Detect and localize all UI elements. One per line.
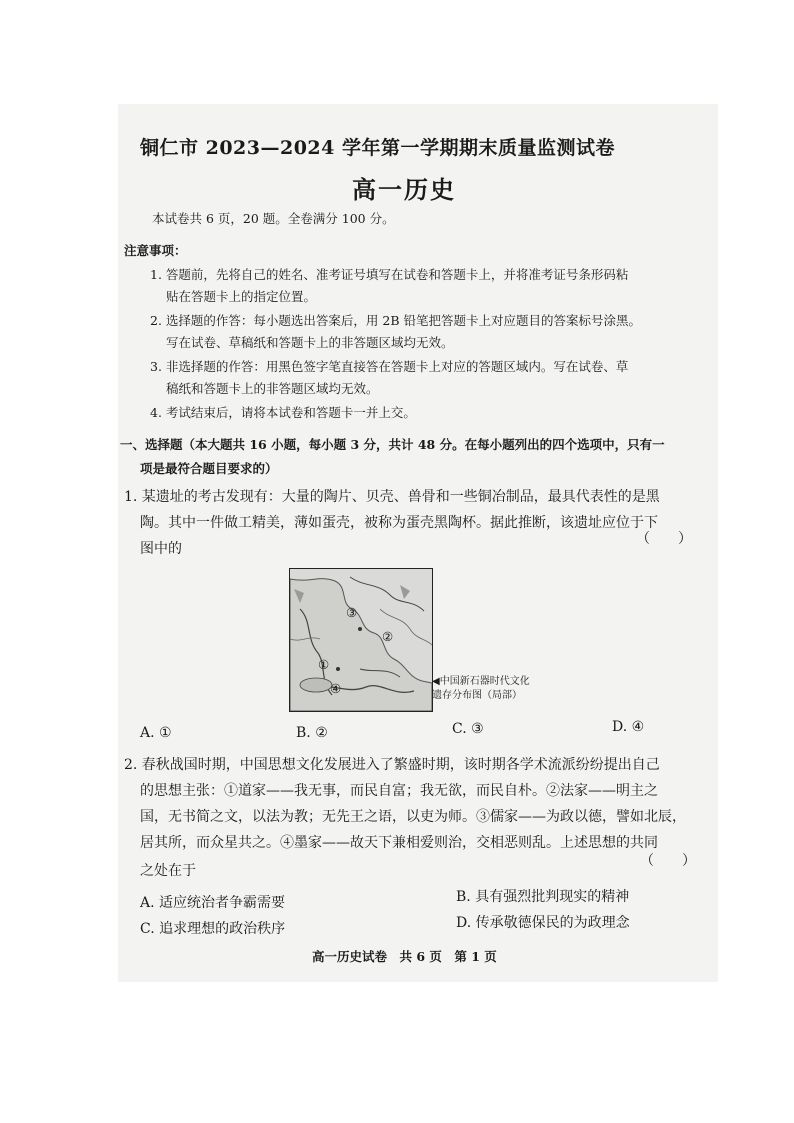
map-marker-2: ②	[382, 629, 394, 644]
map-marker-4: ④	[330, 681, 342, 696]
note-3-line-1: 3. 非选择题的作答：用黑色签字笔直接答在答题卡上对应的答题区域内。写在试卷、草	[150, 359, 629, 374]
q1-stem-line-1: 1. 某遗址的考古发现有：大量的陶片、贝壳、兽骨和一些铜冶制品，最具代表性的是黑	[124, 489, 660, 505]
q1-option-d: D. ④	[612, 719, 645, 735]
map-marker-1: ①	[318, 657, 330, 672]
q1-option-b: B. ②	[296, 725, 328, 741]
map-caption-line-2: 遗存分布图（局部）	[432, 690, 522, 701]
q2-stem-line-5: 之处在于	[140, 863, 196, 879]
note-1-line-1: 1. 答题前，先将自己的姓名、准考证号填写在试卷和答题卡上，并将准考证号条形码粘	[150, 267, 629, 282]
q2-stem-line-3: 国，无书简之文，以法为教；无先王之语，以吏为师。③儒家——为政以德，譬如北辰，	[140, 809, 686, 825]
q2-stem-line-2: 的思想主张：①道家——我无事，而民自富；我无欲，而民自朴。②法家——明主之	[140, 783, 658, 799]
section-1-heading: 一、选择题（本大题共 16 小题，每小题 3 分，共计 48 分。在每小题列出的四个选项中，只有一	[120, 437, 665, 452]
q2-answer-bracket: （ ）	[640, 853, 696, 869]
map-caption-text-1: 中国新石器时代文化	[439, 676, 530, 687]
q1-option-c: C. ③	[452, 721, 484, 737]
exam-title: 铜仁市 2023—2024 学年第一学期期末质量监测试卷	[140, 137, 615, 159]
q2-option-b: B. 具有强烈批判现实的精神	[456, 889, 630, 905]
map-marker-3: ③	[346, 605, 358, 620]
page-footer: 高一历史试卷 共 6 页 第 1 页	[312, 949, 497, 964]
exam-summary: 本试卷共 6 页，20 题。全卷满分 100 分。	[152, 211, 395, 226]
q2-option-d: D. 传承敬德保民的为政理念	[456, 915, 630, 931]
q2-stem-line-4: 居其所，而众星共之。④墨家——故天下兼相爱则治，交相恶则乱。上述思想的共同	[140, 835, 658, 851]
map-caption-line-1: ◀中国新石器时代文化	[432, 676, 530, 687]
note-4: 4. 考试结束后，请将本试卷和答题卡一并上交。	[150, 405, 416, 420]
q2-option-a: A. 适应统治者争霸需要	[140, 895, 286, 911]
q1-option-a: A. ①	[140, 725, 172, 741]
neolithic-map	[289, 568, 433, 712]
section-1-heading-cont: 项是最符合题目要求的）	[140, 461, 278, 476]
q2-stem-line-1: 2. 春秋战国时期，中国思想文化发展进入了繁盛时期，该时期各学术流派纷纷提出自己	[124, 757, 660, 773]
q1-stem-line-3: 图中的	[140, 541, 182, 557]
q2-option-c: C. 追求理想的政治秩序	[140, 921, 286, 937]
subject-title: 高一历史	[352, 175, 456, 204]
note-1-line-2: 贴在答题卡上的指定位置。	[166, 289, 317, 304]
note-3-line-2: 稿纸和答题卡上的非答题区域均无效。	[166, 381, 379, 396]
q1-stem-line-2: 陶。其中一件做工精美，薄如蛋壳，被称为蛋壳黑陶杯。据此推断，该遗址应位于下	[140, 515, 658, 531]
note-2-line-1: 2. 选择题的作答：每小题选出答案后，用 2B 铅笔把答题卡上对应题目的答案标号涂黑。	[150, 313, 641, 328]
notes-heading: 注意事项：	[124, 243, 187, 258]
map-drawing	[290, 569, 432, 711]
note-2-line-2: 写在试卷、草稿纸和答题卡上的非答题区域均无效。	[166, 335, 454, 350]
q1-answer-bracket: （ ）	[636, 531, 692, 547]
